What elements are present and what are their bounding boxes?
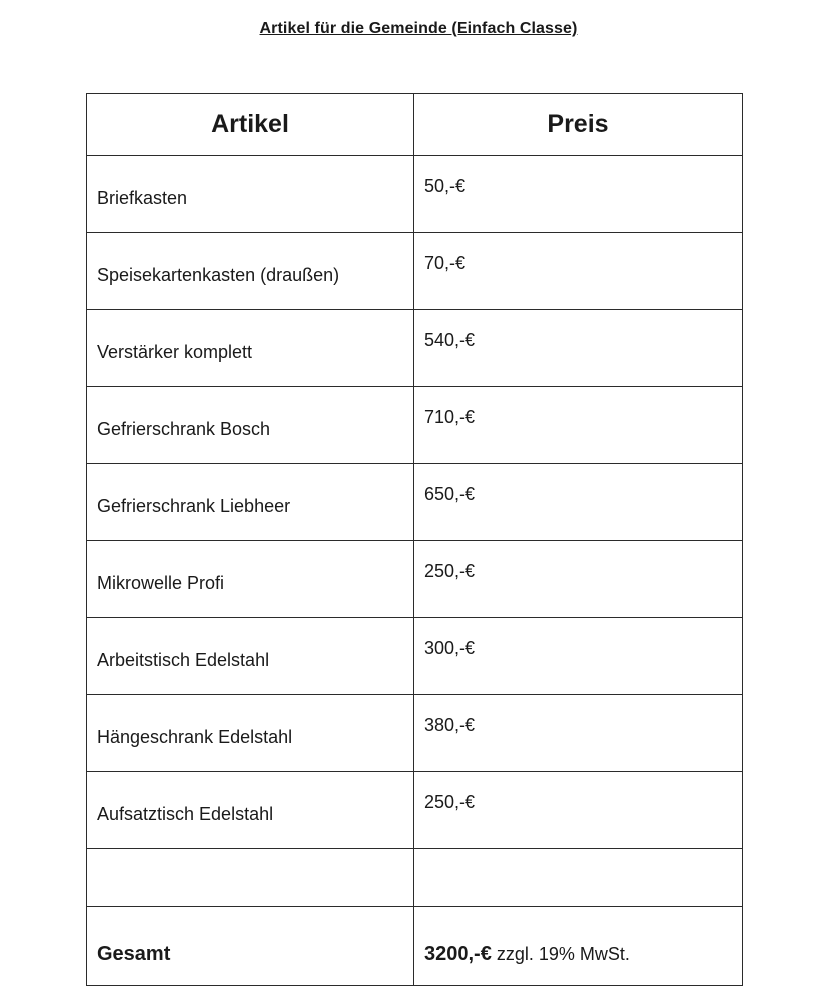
table-row (87, 310, 743, 387)
empty-cell (414, 849, 743, 907)
article-cell: Arbeitstisch Edelstahl (87, 618, 414, 695)
total-amount: 3200,-€ (424, 942, 492, 965)
table-row (87, 541, 743, 618)
empty-row (87, 849, 743, 907)
table-row (87, 156, 743, 233)
price-cell: 380,-€ (414, 695, 743, 772)
table-row (87, 387, 743, 464)
article-cell: Aufsatztisch Edelstahl (87, 772, 414, 849)
vat-note: zzgl. 19% MwSt. (491, 943, 630, 964)
price-cell: 540,-€ (414, 310, 743, 387)
price-cell: 710,-€ (414, 387, 743, 464)
total-label-cell (87, 907, 414, 986)
price-cell: 250,-€ (414, 541, 743, 618)
price-cell: 650,-€ (414, 464, 743, 541)
article-column-header: Artikel (87, 94, 414, 156)
article-cell: Gefrierschrank Liebheer (87, 464, 414, 541)
table-row (87, 695, 743, 772)
total-amount-cell (414, 907, 743, 986)
total-label: Gesamt (97, 942, 171, 965)
table-header-row (87, 94, 743, 156)
price-cell: 50,-€ (414, 156, 743, 233)
table-row (87, 618, 743, 695)
table-row (87, 233, 743, 310)
article-cell: Briefkasten (87, 156, 414, 233)
price-column-header: Preis (414, 94, 743, 156)
table-row (87, 464, 743, 541)
article-cell: Mikrowelle Profi (87, 541, 414, 618)
items-table (86, 93, 743, 986)
price-cell: 300,-€ (414, 618, 743, 695)
article-cell: Speisekartenkasten (draußen) (87, 233, 414, 310)
total-row (87, 907, 743, 986)
document-title: Artikel für die Gemeinde (Einfach Classe) (259, 20, 578, 37)
article-cell: Hängeschrank Edelstahl (87, 695, 414, 772)
article-cell: Gefrierschrank Bosch (87, 387, 414, 464)
price-cell: 70,-€ (414, 233, 743, 310)
table-row (87, 772, 743, 849)
article-cell: Verstärker komplett (87, 310, 414, 387)
empty-cell (87, 849, 414, 907)
price-cell: 250,-€ (414, 772, 743, 849)
